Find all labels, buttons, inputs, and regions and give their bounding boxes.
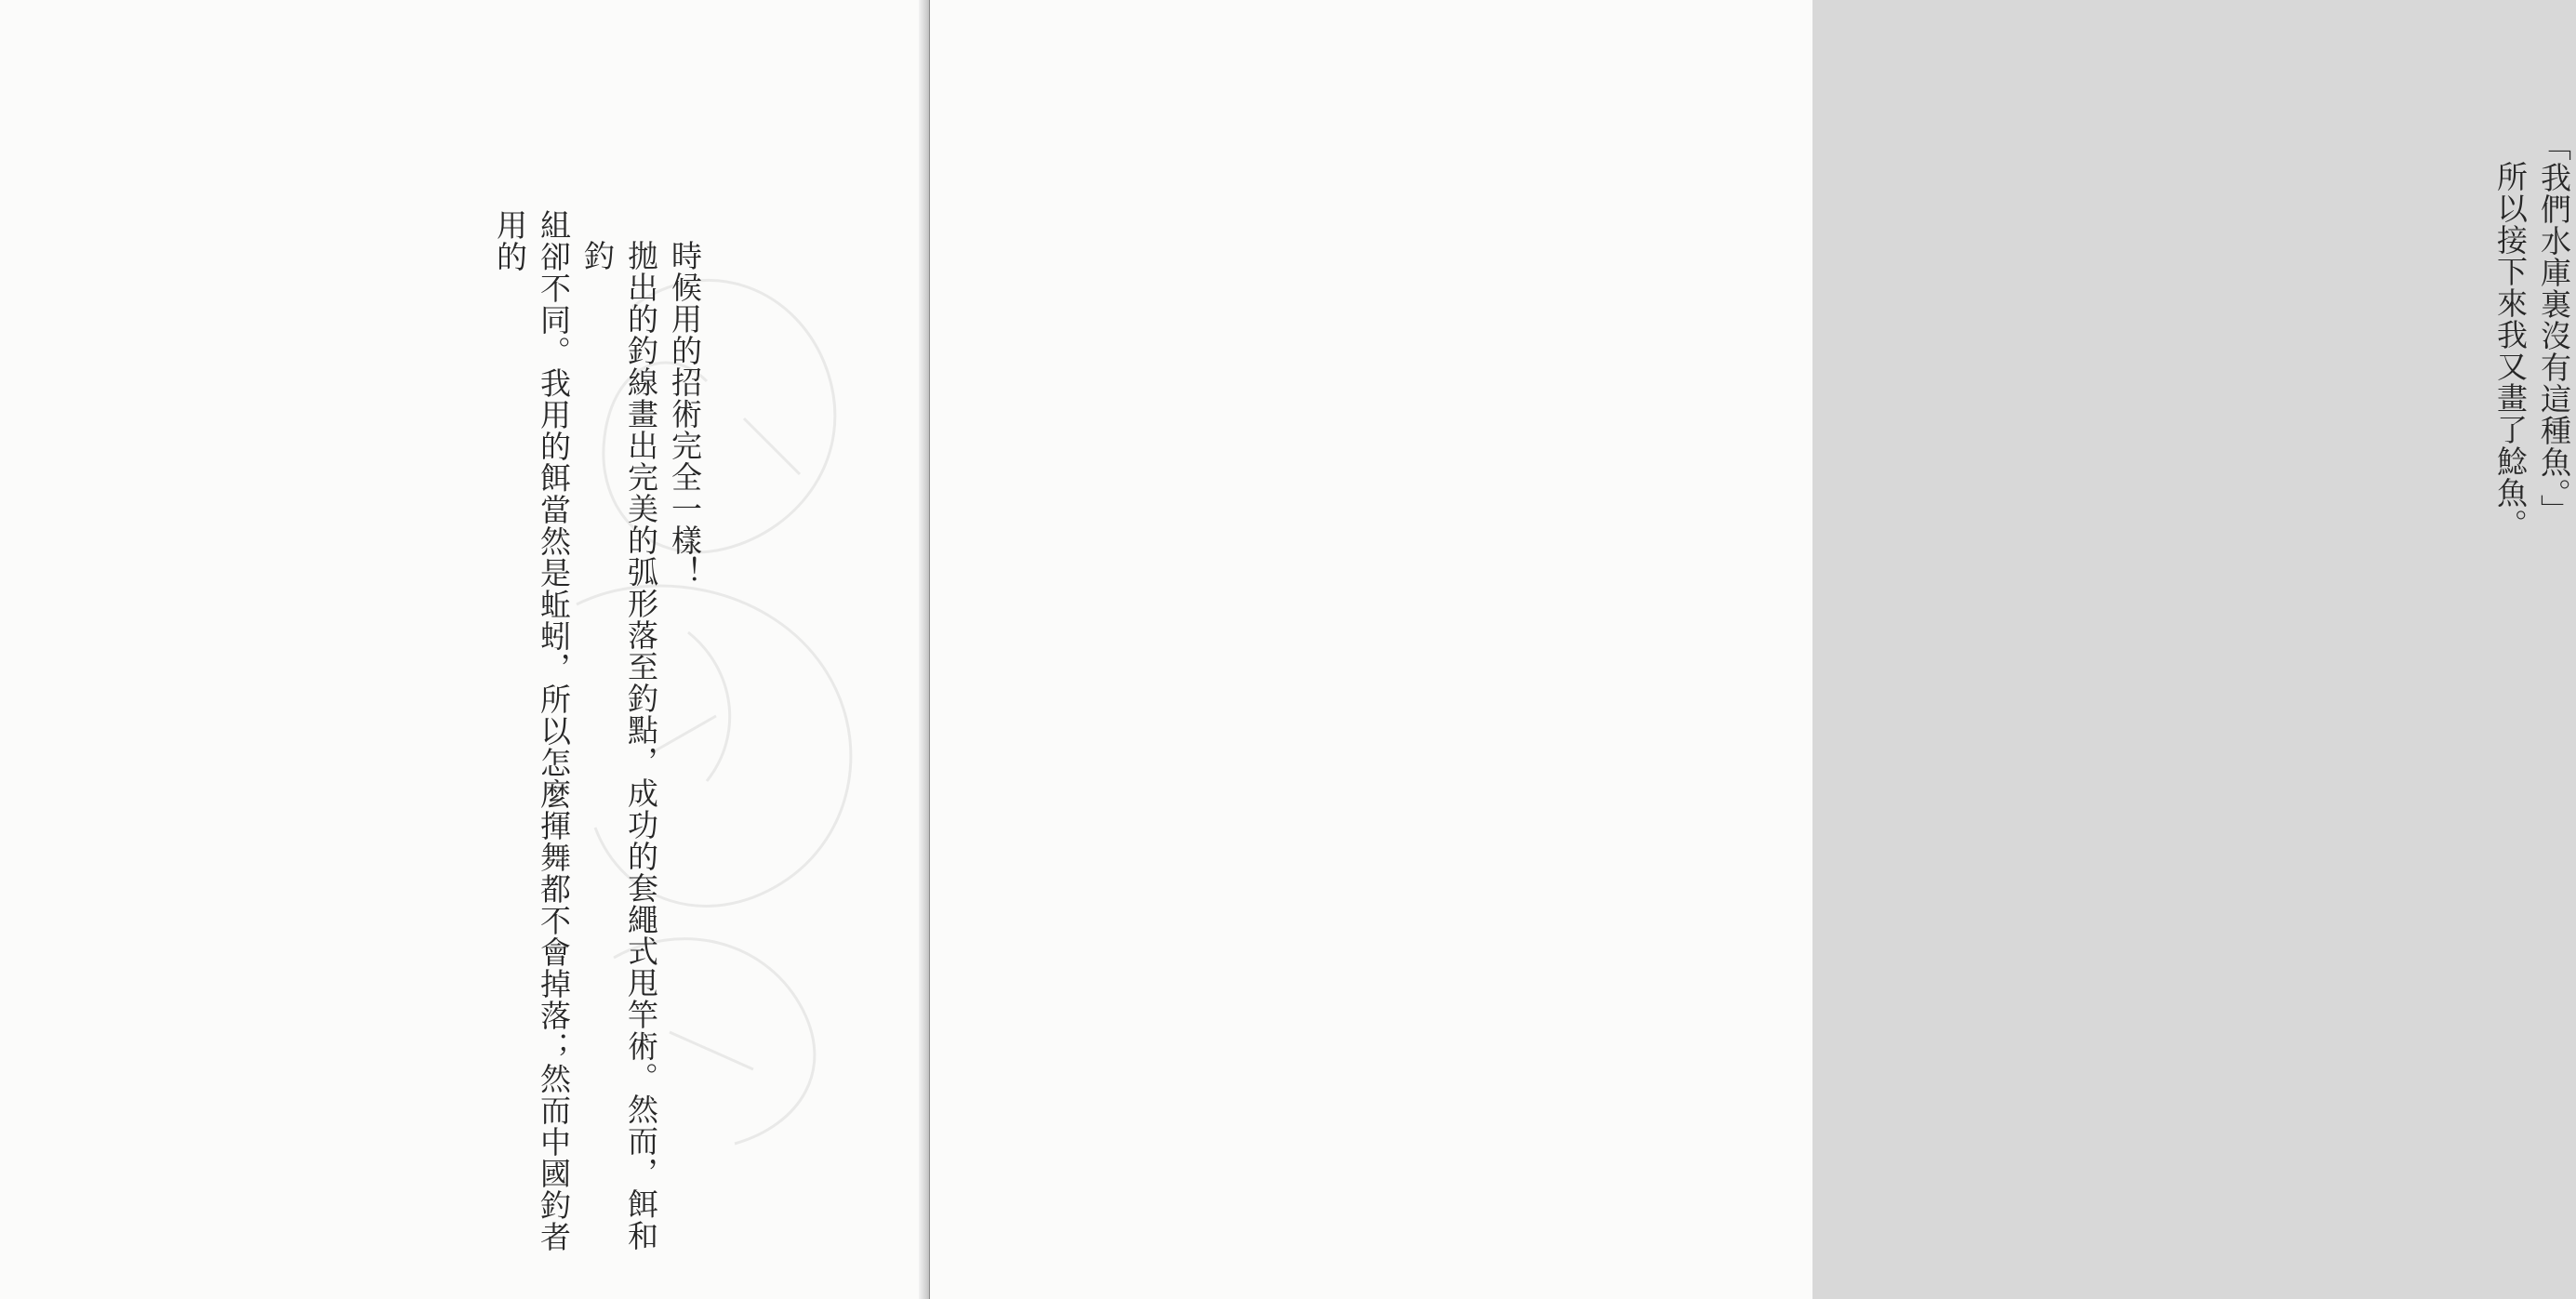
text-column: 「我們水庫裏沒有這種魚。」 [2536, 130, 2572, 526]
text-column: 拋出的釣線畫出完美的弧形落至釣點，成功的套繩式甩竿術。然而，餌和釣 [579, 240, 659, 1252]
left-page-text [232, 209, 707, 1260]
left-page [0, 0, 926, 1299]
text-column: 組卻不同。我用的餌當然是蚯蚓，所以怎麼揮舞都不會掉落；然而中國釣者用的 [492, 209, 572, 1253]
right-page-text [1999, 130, 2576, 1265]
text-column: 時候用的招術完全一樣！ [667, 240, 703, 588]
text-column: 所以接下來我又畫了鯰魚。 [2492, 161, 2529, 540]
right-page [930, 0, 2572, 1299]
